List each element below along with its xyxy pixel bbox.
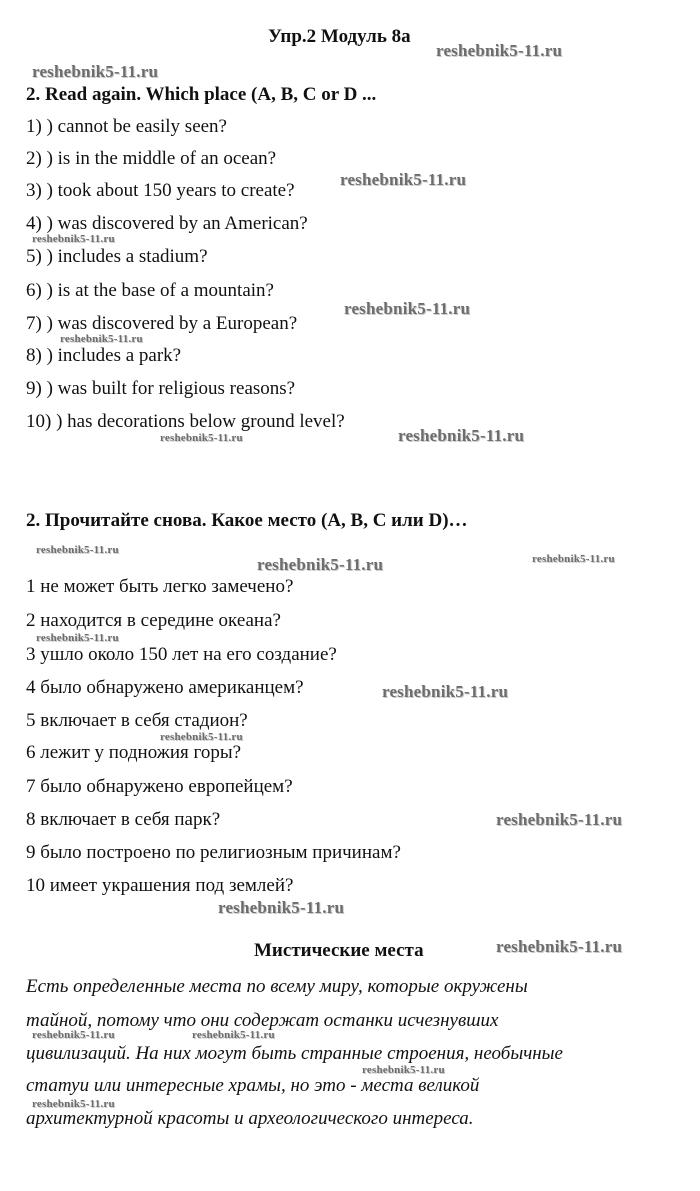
english-question-5: 5) ) includes a stadium?: [26, 246, 208, 267]
russian-question-7: 7 было обнаружено европейцем?: [26, 776, 293, 797]
english-question-7: 7) ) was discovered by a European?: [26, 313, 298, 334]
watermark: reshebnik5-11.ru: [340, 170, 467, 189]
watermark: reshebnik5-11.ru: [32, 1098, 115, 1110]
english-question-4: 4) ) was discovered by an American?: [26, 213, 308, 234]
watermark: reshebnik5-11.ru: [496, 810, 623, 829]
watermark: reshebnik5-11.ru: [532, 553, 615, 565]
watermark: reshebnik5-11.ru: [398, 426, 525, 445]
watermark: reshebnik5-11.ru: [160, 731, 243, 743]
page-title: Упр.2 Модуль 8а: [268, 26, 411, 47]
watermark: reshebnik5-11.ru: [36, 632, 119, 644]
russian-question-5: 5 включает в себя стадион?: [26, 710, 248, 731]
watermark: reshebnik5-11.ru: [257, 555, 384, 574]
english-question-1: 1) ) cannot be easily seen?: [26, 116, 227, 137]
watermark: reshebnik5-11.ru: [36, 544, 119, 556]
english-heading: 2. Read again. Which place (A, B, C or D ...: [26, 84, 377, 105]
watermark: reshebnik5-11.ru: [436, 41, 563, 60]
russian-question-6: 6 лежит у подножия горы?: [26, 742, 242, 763]
watermark: reshebnik5-11.ru: [382, 682, 509, 701]
russian-question-3: 3 ушло около 150 лет на его создание?: [26, 644, 337, 665]
watermark: reshebnik5-11.ru: [32, 62, 159, 81]
watermark: reshebnik5-11.ru: [218, 898, 345, 917]
english-question-10: 10) ) has decorations below ground level?: [26, 411, 345, 432]
russian-heading: 2. Прочитайте снова. Какое место (А, В, С или D)…: [26, 510, 468, 531]
russian-question-2: 2 находится в середине океана?: [26, 610, 281, 631]
mystic-title: Мистические места: [254, 940, 424, 961]
mystic-paragraph-line-1: Есть определенные места по всему миру, которые окружены: [26, 976, 528, 997]
english-question-6: 6) ) is at the base of a mountain?: [26, 280, 274, 301]
russian-question-10: 10 имеет украшения под землей?: [26, 875, 294, 896]
mystic-paragraph-line-5: архитектурной красоты и археологического интереса.: [26, 1108, 474, 1129]
english-question-8: 8) ) includes a park?: [26, 345, 182, 366]
watermark: reshebnik5-11.ru: [362, 1064, 445, 1076]
russian-question-4: 4 было обнаружено американцем?: [26, 677, 304, 698]
russian-question-9: 9 было построено по религиозным причинам?: [26, 842, 401, 863]
english-question-2: 2) ) is in the middle of an ocean?: [26, 148, 277, 169]
mystic-paragraph-line-4: статуи или интересные храмы, но это - места великой: [26, 1075, 480, 1096]
russian-question-1: 1 не может быть легко замечено?: [26, 576, 294, 597]
watermark: reshebnik5-11.ru: [60, 333, 143, 345]
mystic-paragraph-line-3: цивилизаций. На них могут быть странные строения, необычные: [26, 1043, 563, 1064]
watermark: reshebnik5-11.ru: [32, 233, 115, 245]
english-question-3: 3) ) took about 150 years to create?: [26, 180, 295, 201]
watermark: reshebnik5-11.ru: [32, 1029, 115, 1041]
mystic-paragraph-line-2: тайной, потому что они содержат останки исчезнувших: [26, 1010, 499, 1031]
watermark: reshebnik5-11.ru: [160, 432, 243, 444]
russian-question-8: 8 включает в себя парк?: [26, 809, 221, 830]
watermark: reshebnik5-11.ru: [192, 1029, 275, 1041]
watermark: reshebnik5-11.ru: [344, 299, 471, 318]
watermark: reshebnik5-11.ru: [496, 937, 623, 956]
english-question-9: 9) ) was built for religious reasons?: [26, 378, 296, 399]
